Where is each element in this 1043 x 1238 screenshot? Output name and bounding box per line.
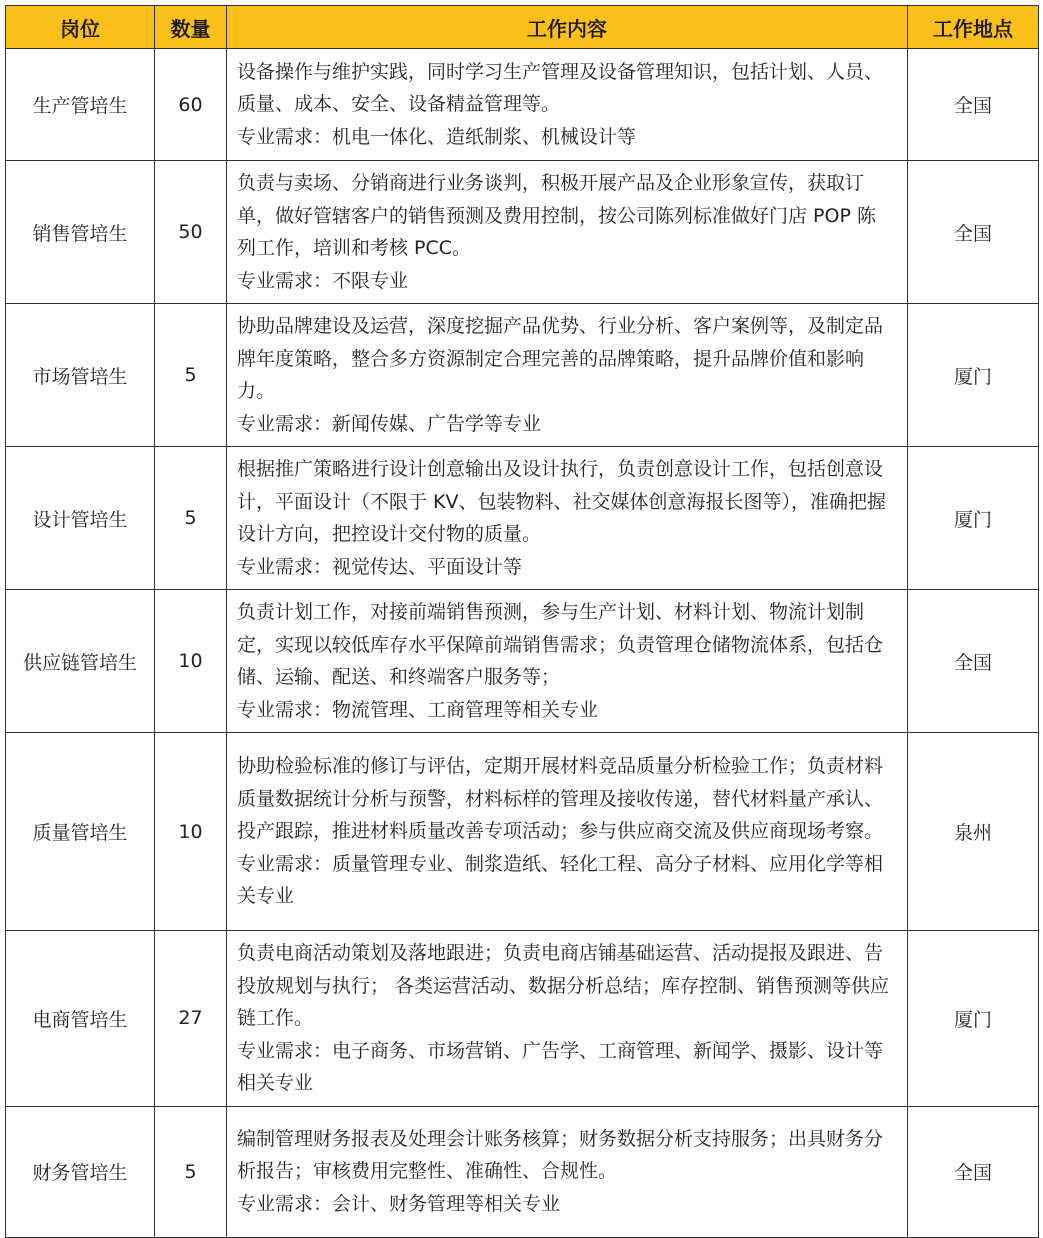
cell-count: 5 — [155, 304, 227, 447]
header-location: 工作地点 — [908, 6, 1039, 49]
table-row — [6, 447, 1039, 590]
major-requirement: 专业需求：视觉传达、平面设计等 — [237, 555, 523, 578]
cell-count: 5 — [155, 447, 227, 590]
job-description: 负责与卖场、分销商进行业务谈判，积极开展产品及企业形象宣传，获取订单，做好管辖客户的销售预测及费用控制，按公司陈列标准做好门店 POP 陈列工作，培训和考核 PCC。 — [237, 172, 876, 259]
table-row — [6, 304, 1039, 447]
cell-location: 全国 — [908, 161, 1039, 304]
header-row — [6, 6, 1039, 49]
major-requirement: 专业需求：机电一体化、造纸制浆、机械设计等 — [237, 125, 637, 148]
cell-content — [227, 931, 908, 1107]
job-description: 负责计划工作，对接前端销售预测，参与生产计划、材料计划、物流计划制定，实现以较低库存水平保障前端销售需求；负责管理仓储物流体系，包括仓储、运输、配送、和终端客户服务等； — [237, 601, 884, 688]
cell-content — [227, 161, 908, 304]
major-requirement: 专业需求：会计、财务管理等相关专业 — [237, 1192, 561, 1215]
cell-position: 市场管培生 — [6, 304, 155, 447]
cell-location: 厦门 — [908, 931, 1039, 1107]
cell-content — [227, 304, 908, 447]
cell-position: 供应链管培生 — [6, 590, 155, 733]
major-requirement: 专业需求：质量管理专业、制浆造纸、轻化工程、高分子材料、应用化学等相关专业 — [237, 852, 884, 908]
header-position: 岗位 — [6, 6, 155, 49]
cell-content — [227, 447, 908, 590]
table-row — [6, 590, 1039, 733]
job-description: 协助检验标准的修订与评估，定期开展材料竞品质量分析检验工作；负责材料质量数据统计分析与预警，材料标样的管理及接收传递，替代材料量产承认、投产跟踪，推进材料质量改善专项活动；参与供应商交流及供应商现场考察。 — [237, 755, 884, 843]
cell-position: 销售管培生 — [6, 161, 155, 304]
header-content: 工作内容 — [227, 6, 908, 49]
cell-content — [227, 733, 908, 931]
job-description: 负责电商活动策划及落地跟进；负责电商店铺基础运营、活动提报及跟进、告投放规划与执行； 各类运营活动、数据分析总结；库存控制、销售预测等供应链工作。 — [237, 942, 890, 1029]
cell-count: 50 — [155, 161, 227, 304]
major-requirement: 专业需求：电子商务、市场营销、广告学、工商管理、新闻学、摄影、设计等相关专业 — [237, 1039, 884, 1094]
cell-position: 财务管培生 — [6, 1106, 155, 1237]
cell-position: 生产管培生 — [6, 49, 155, 161]
cell-count: 27 — [155, 931, 227, 1107]
job-description: 设备操作与维护实践，同时学习生产管理及设备管理知识，包括计划、人员、质量、成本、安全、设备精益管理等。 — [237, 60, 884, 116]
cell-location: 全国 — [908, 1106, 1039, 1237]
major-requirement: 专业需求：物流管理、工商管理等相关专业 — [237, 698, 599, 721]
cell-count: 10 — [155, 733, 227, 931]
cell-count: 5 — [155, 1106, 227, 1237]
cell-content — [227, 49, 908, 161]
cell-position: 质量管培生 — [6, 733, 155, 931]
cell-position: 电商管培生 — [6, 931, 155, 1107]
major-requirement: 专业需求：新闻传媒、广告学等专业 — [237, 412, 542, 435]
job-description: 协助品牌建设及运营，深度挖掘产品优势、行业分析、客户案例等，及制定品牌年度策略，整合多方资源制定合理完善的品牌策略，提升品牌价值和影响力。 — [237, 315, 884, 402]
cell-position: 设计管培生 — [6, 447, 155, 590]
table-row — [6, 733, 1039, 931]
cell-content — [227, 1106, 908, 1237]
table-row — [6, 49, 1039, 161]
table-row — [6, 931, 1039, 1107]
major-requirement: 专业需求：不限专业 — [237, 269, 409, 292]
table-row — [6, 161, 1039, 304]
cell-count: 10 — [155, 590, 227, 733]
table-row — [6, 1106, 1039, 1237]
job-description: 根据推广策略进行设计创意输出及设计执行，负责创意设计工作，包括创意设计，平面设计（不限于 KV、包装物料、社交媒体创意海报长图等），准确把握设计方向，把控设计交付物的质量。 — [237, 458, 886, 545]
job-description: 编制管理财务报表及处理会计账务核算；财务数据分析支持服务；出具财务分析报告；审核费用完整性、准确性、合规性。 — [237, 1127, 884, 1183]
cell-location: 全国 — [908, 49, 1039, 161]
cell-count: 60 — [155, 49, 227, 161]
cell-location: 厦门 — [908, 447, 1039, 590]
cell-location: 全国 — [908, 590, 1039, 733]
header-count: 数量 — [155, 6, 227, 49]
cell-location: 厦门 — [908, 304, 1039, 447]
cell-content — [227, 590, 908, 733]
cell-location: 泉州 — [908, 733, 1039, 931]
recruitment-table — [5, 5, 1039, 1238]
